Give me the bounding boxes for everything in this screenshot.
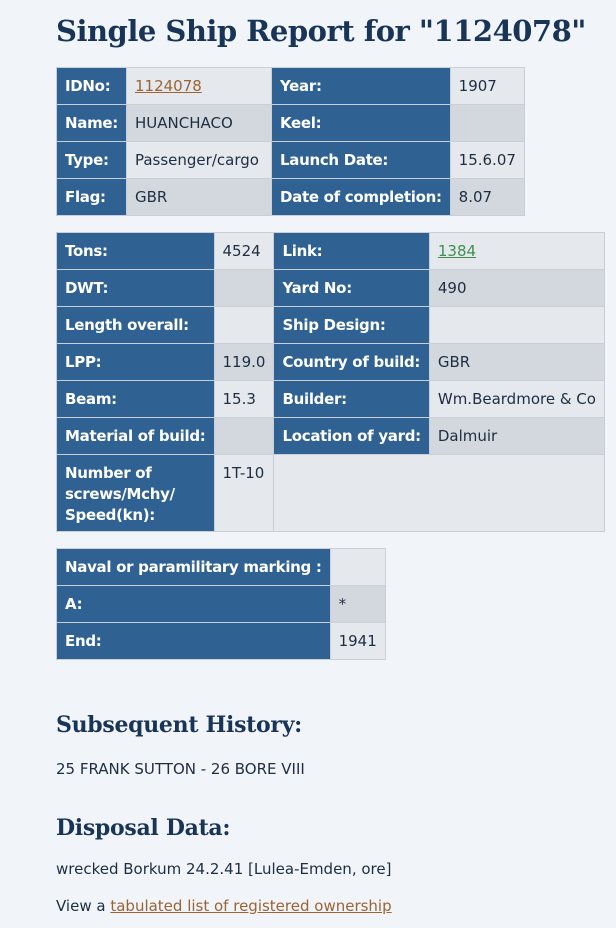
flag-label: Flag: — [57, 179, 127, 216]
ship-basic-info-table — [56, 67, 525, 216]
table-row — [57, 307, 605, 344]
location-of-yard-value: Dalmuir — [429, 418, 604, 455]
naval-marking-value — [330, 549, 385, 586]
dwt-label: DWT: — [57, 270, 215, 307]
table-row — [57, 105, 525, 142]
type-value: Passenger/cargo — [126, 142, 271, 179]
country-of-build-label: Country of build: — [274, 344, 429, 381]
country-of-build-value: GBR — [429, 344, 604, 381]
subsequent-history-text: 25 FRANK SUTTON - 26 BORE VIII — [56, 760, 305, 778]
yard-no-label: Yard No: — [274, 270, 429, 307]
builder-label: Builder: — [274, 381, 429, 418]
table-row — [57, 68, 525, 105]
naval-marking-label: Naval or paramilitary marking : — [57, 549, 331, 586]
end-value: 1941 — [330, 623, 385, 660]
table-row — [57, 623, 386, 660]
subsequent-history-heading: Subsequent History: — [56, 712, 303, 738]
lpp-value: 119.0 — [214, 344, 274, 381]
disposal-data-text: wrecked Borkum 24.2.41 [Lulea-Emden, ore] — [56, 860, 392, 878]
builder-value: Wm.Beardmore & Co — [429, 381, 604, 418]
table-row — [57, 418, 605, 455]
completion-date-label: Date of completion: — [271, 179, 450, 216]
table-row — [57, 455, 605, 532]
idno-link[interactable]: 1124078 — [134, 77, 202, 95]
link-label: Link: — [274, 233, 429, 270]
idno-label: IDNo: — [57, 68, 127, 105]
a-value: * — [330, 586, 385, 623]
page-title: Single Ship Report for "1124078" — [56, 14, 586, 48]
ownership-prefix: View a — [56, 897, 106, 915]
keel-value — [450, 105, 524, 142]
name-label: Name: — [57, 105, 127, 142]
tons-value: 4524 — [214, 233, 274, 270]
screws-speed-value: 1T-10 — [214, 455, 274, 532]
beam-value: 15.3 — [214, 381, 274, 418]
a-label: A: — [57, 586, 331, 623]
link-value — [429, 233, 604, 270]
location-of-yard-label: Location of yard: — [274, 418, 429, 455]
table-row — [57, 179, 525, 216]
ship-dimensions-table — [56, 232, 605, 532]
launch-date-value: 15.6.07 — [450, 142, 524, 179]
ownership-list-link[interactable]: tabulated list of registered ownership — [110, 897, 392, 915]
launch-date-label: Launch Date: — [271, 142, 450, 179]
completion-date-value: 8.07 — [450, 179, 524, 216]
ship-design-value — [429, 307, 604, 344]
ownership-line — [56, 897, 392, 915]
table-row — [57, 549, 386, 586]
length-overall-value — [214, 307, 274, 344]
year-value: 1907 — [450, 68, 524, 105]
empty-cell — [274, 455, 604, 532]
table-row — [57, 344, 605, 381]
disposal-data-heading: Disposal Data: — [56, 815, 231, 841]
yard-no-value: 490 — [429, 270, 604, 307]
material-of-build-value — [214, 418, 274, 455]
length-overall-label: Length overall: — [57, 307, 215, 344]
keel-label: Keel: — [271, 105, 450, 142]
ship-design-label: Ship Design: — [274, 307, 429, 344]
tons-label: Tons: — [57, 233, 215, 270]
markings-table — [56, 548, 386, 660]
table-row — [57, 233, 605, 270]
flag-value: GBR — [126, 179, 271, 216]
table-row — [57, 142, 525, 179]
type-label: Type: — [57, 142, 127, 179]
table-row — [57, 270, 605, 307]
screws-speed-label: Number of screws/Mchy/ Speed(kn): — [57, 455, 215, 532]
related-ship-link[interactable]: 1384 — [437, 242, 477, 260]
year-label: Year: — [271, 68, 450, 105]
table-row — [57, 586, 386, 623]
name-value: HUANCHACO — [126, 105, 271, 142]
dwt-value — [214, 270, 274, 307]
beam-label: Beam: — [57, 381, 215, 418]
end-label: End: — [57, 623, 331, 660]
lpp-label: LPP: — [57, 344, 215, 381]
material-of-build-label: Material of build: — [57, 418, 215, 455]
table-row — [57, 381, 605, 418]
idno-value — [126, 68, 271, 105]
